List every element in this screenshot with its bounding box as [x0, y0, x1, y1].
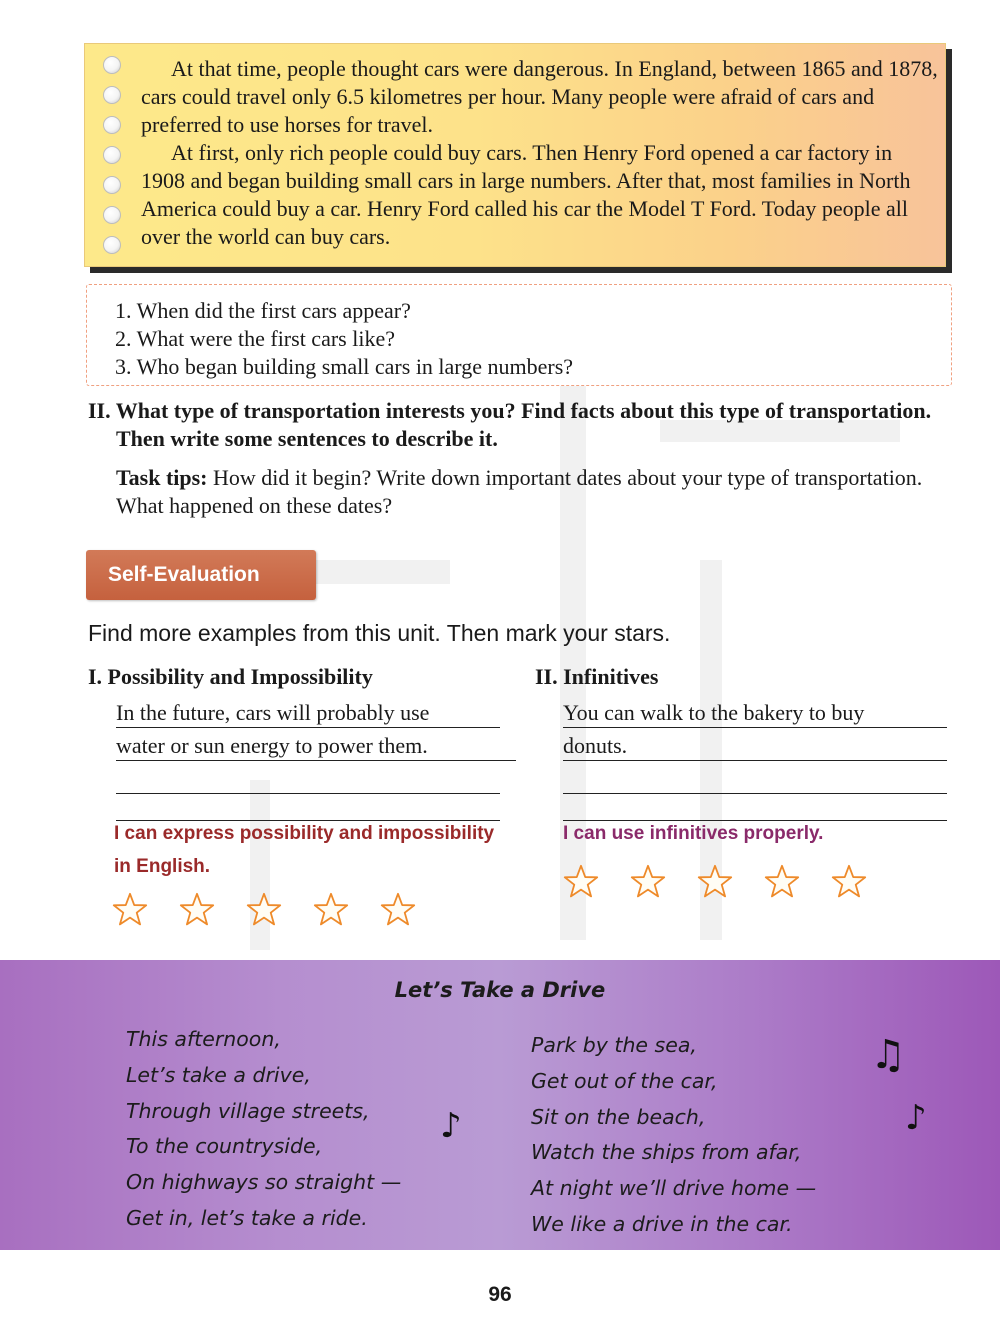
reading-panel	[84, 43, 946, 267]
example-line: donuts.	[563, 733, 628, 758]
star-rating-icon[interactable]	[179, 892, 215, 928]
binder-ring-icon	[103, 56, 121, 74]
question-list	[115, 297, 573, 381]
writing-line	[563, 793, 947, 794]
can-do-line: in English.	[114, 856, 211, 877]
page-number: 96	[488, 1283, 512, 1306]
star-rating-icon[interactable]	[112, 892, 148, 928]
question-item: 2. What were the first cars like?	[115, 326, 395, 351]
star-rating-icon[interactable]	[246, 892, 282, 928]
self-evaluation-badge: Self-Evaluation	[86, 550, 316, 600]
question-item: 3. Who began building small cars in large numbers?	[115, 354, 574, 379]
verse-line: Get in, let’s take a ride.	[126, 1205, 368, 1230]
star-rating-icon[interactable]	[697, 864, 733, 900]
music-note-icon: ♪	[440, 1106, 462, 1146]
reading-paragraph-1: At that time, people thought cars were dangerous. In England, between 1865 and 1878, cars could travel only 6.5 kilometres per hour. Many people were afraid of cars and preferred to use horses for travel.	[141, 56, 938, 137]
writing-line	[563, 727, 947, 728]
verse-line: This afternoon,	[126, 1027, 281, 1051]
verse-line: Through village streets,	[126, 1098, 370, 1123]
binder-ring-icon	[103, 206, 121, 224]
star-rating-icon[interactable]	[313, 892, 349, 928]
star-rating-icon[interactable]	[380, 892, 416, 928]
question-item: 1. When did the first cars appear?	[115, 298, 411, 323]
questions-box	[86, 284, 952, 386]
verse-line: Park by the sea,	[531, 1033, 697, 1057]
can-do-statement	[563, 817, 963, 850]
self-evaluation-instruction: Find more examples from this unit. Then mark your stars.	[88, 620, 671, 646]
double-music-note-icon: ♫	[870, 1032, 906, 1078]
can-do-statement	[114, 817, 534, 883]
binder-ring-icon	[103, 146, 121, 164]
verse-line: To the countryside,	[126, 1134, 323, 1159]
binder-ring-icon	[103, 176, 121, 194]
binder-ring-icon	[103, 236, 121, 254]
verse-line: Sit on the beach,	[531, 1104, 706, 1129]
example-line: water or sun energy to power them.	[116, 733, 428, 758]
verse-line: On highways so straight —	[126, 1170, 402, 1195]
writing-line	[116, 760, 516, 761]
writing-line	[563, 760, 947, 761]
example-line: In the future, cars will probably use	[116, 700, 430, 725]
possibility-heading: I. Possibility and Impossibility	[88, 664, 373, 689]
music-note-icon: ♪	[905, 1098, 927, 1138]
infinitives-heading: II. Infinitives	[535, 664, 659, 689]
writing-line	[116, 727, 500, 728]
binder-ring-icon	[103, 86, 121, 104]
verse-line: Let’s take a drive,	[126, 1062, 311, 1087]
task-tips-text: How did it begin? Write down important dates about your type of transportation. What happened on these dates?	[116, 465, 923, 518]
verse-2	[531, 1028, 816, 1243]
section-2-heading: II. What type of transportation interests you? Find facts about this type of transportation. Then write some sentences to describe it.	[88, 398, 932, 451]
star-rating-icon[interactable]	[563, 864, 599, 900]
verse-line: Watch the ships from afar,	[531, 1140, 802, 1165]
can-do-line: I can express possibility and impossibility	[114, 823, 495, 844]
verse-1	[126, 1022, 401, 1237]
song-title: Let’s Take a Drive	[394, 978, 606, 1002]
writing-line	[116, 793, 500, 794]
task-tips-label: Task tips:	[116, 465, 208, 490]
reading-paragraph-2: At first, only rich people could buy cars. Then Henry Ford opened a car factory in 1908 and began building small cars in large numbers. After that, most families in North America could buy a car. Henry Ford called his car the Model T Ford. Today people all over the world can buy cars.	[141, 140, 911, 249]
verse-line: At night we’ll drive home —	[531, 1176, 817, 1201]
star-rating-icon[interactable]	[831, 864, 867, 900]
star-rating-icon[interactable]	[764, 864, 800, 900]
star-rating-icon[interactable]	[630, 864, 666, 900]
song-banner	[0, 960, 1000, 1250]
verse-line: We like a drive in the car.	[531, 1211, 793, 1236]
task-tips	[116, 464, 936, 520]
binder-ring-icon	[103, 116, 121, 134]
verse-line: Get out of the car,	[531, 1068, 718, 1093]
example-line: You can walk to the bakery to buy	[563, 700, 865, 725]
can-do-line: I can use infinitives properly.	[563, 823, 824, 844]
